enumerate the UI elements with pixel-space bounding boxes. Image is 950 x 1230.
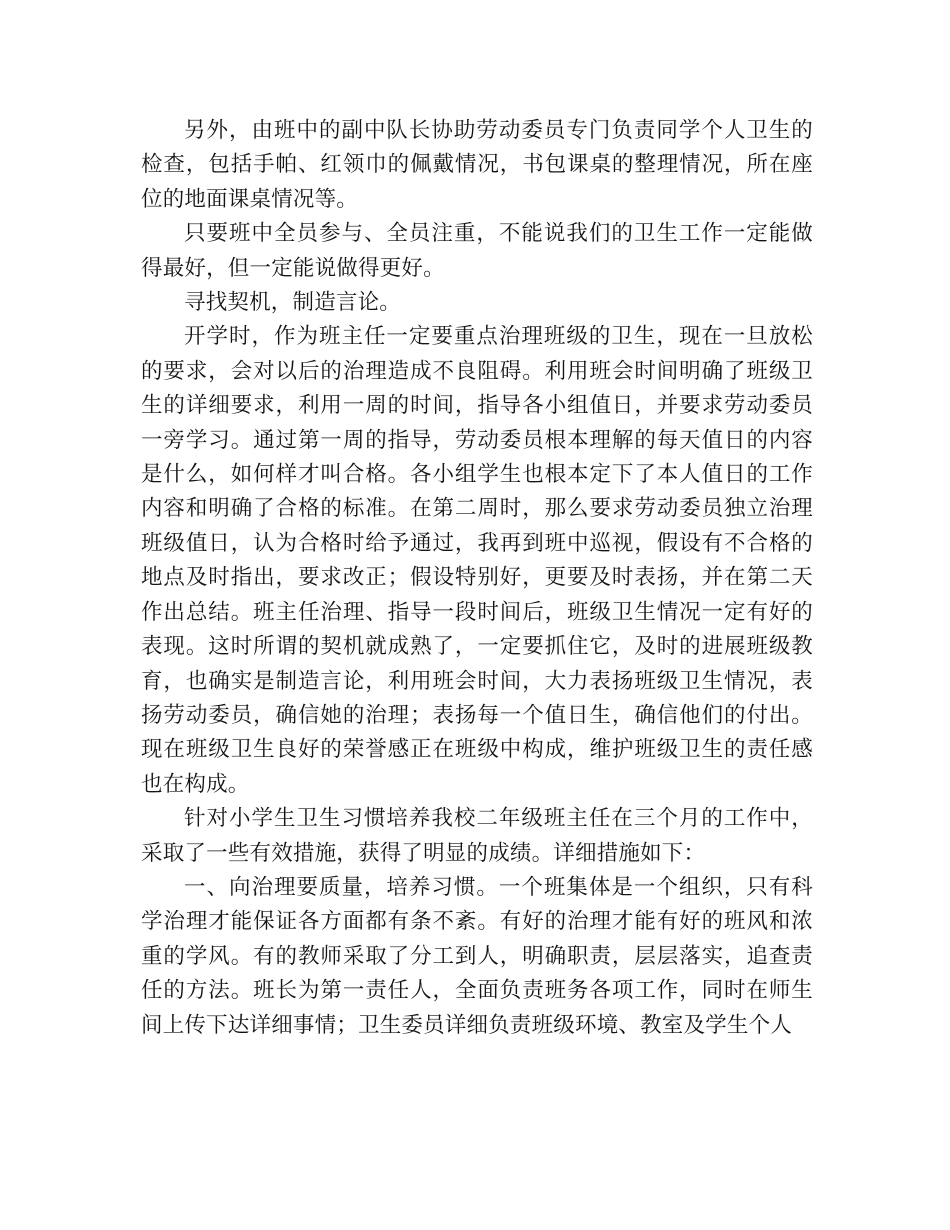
paragraph-1: 另外，由班中的副中队长协助劳动委员专门负责同学个人卫生的检查，包括手帕、红领巾的佩戴情况，书包课桌的整理情况，所在座位的地面课桌情况等。 — [141, 118, 813, 212]
paragraph-2: 只要班中全员参与、全员注重，不能说我们的卫生工作一定能做得最好，但一定能说做得更好。 — [141, 221, 813, 281]
document-body — [141, 114, 813, 1043]
paragraph-5: 针对小学生卫生习惯培养我校二年级班主任在三个月的工作中，采取了一些有效措施，获得了明显的成绩。详细措施如下： — [141, 806, 813, 866]
paragraph-4: 开学时，作为班主任一定要重点治理班级的卫生，现在一旦放松的要求，会对以后的治理造成不良阻碍。利用班会时间明确了班级卫生的详细要求，利用一周的时间，指导各小组值日，并要求劳动委员一旁学习。通过第一周的指导，劳动委员根本理解的每天值日的内容是什么，如何样才叫合格。各小组学生也根本定下了本人值日的工作内容和明确了合格的标准。在第二周时，那么要求劳动委员独立治理班级值日，认为合格时给予通过，我再到班中巡视，假设有不合格的地点及时指出，要求改正；假设特别好，更要及时表扬，并在第二天作出总结。班主任治理、指导一段时间后，班级卫生情况一定有好的表现。这时所谓的契机就成熟了，一定要抓住它，及时的进展班级教育，也确实是制造言论，利用班会时间，大力表扬班级卫生情况，表扬劳动委员，确信她的治理；表扬每一个值日生，确信他们的付出。现在班级卫生良好的荣誉感正在班级中构成，维护班级卫生的责任感也在构成。 — [141, 324, 813, 797]
paragraph-6: 一、向治理要质量，培养习惯。一个班集体是一个组织，只有科学治理才能保证各方面都有条不紊。有好的治理才能有好的班风和浓重的学风。有的教师采取了分工到人，明确职责，层层落实，追查责任的方法。班长为第一责任人，全面负责班务各项工作，同时在师生间上传下达详细事情；卫生委员详细负责班级环境、教室及学生个人 — [141, 874, 813, 1038]
paragraph-3: 寻找契机，制造言论。 — [184, 290, 402, 316]
